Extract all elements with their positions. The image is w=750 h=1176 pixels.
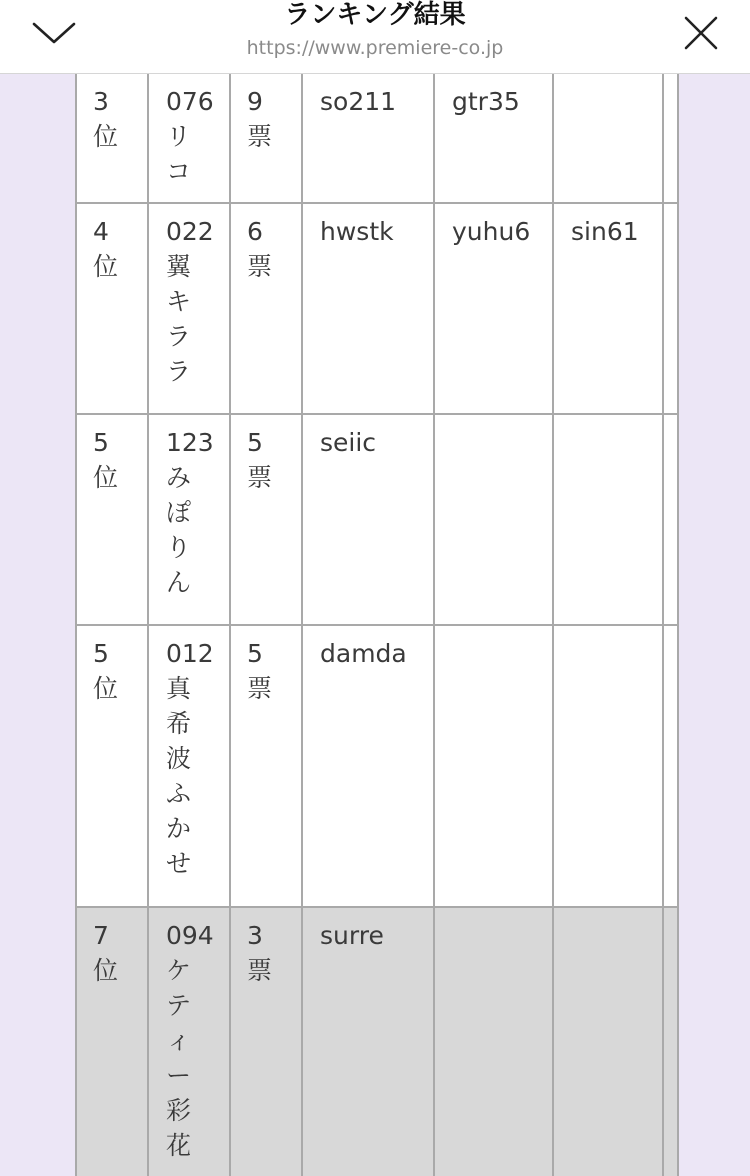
- rank-cell: 5 位: [76, 625, 148, 907]
- votes-cell: 5 票: [230, 414, 302, 625]
- entry-cell: 012 真 希 波 ふ か せ: [148, 625, 230, 907]
- table-row: [76, 625, 678, 907]
- voter-cell: gtr35: [434, 74, 553, 203]
- voter-cell: sin61: [553, 203, 663, 414]
- table-row-highlighted: [76, 907, 678, 1176]
- voter-cell: [553, 74, 663, 203]
- ranking-table: [75, 74, 679, 1176]
- rank-cell: 5 位: [76, 414, 148, 625]
- votes-cell: 3 票: [230, 907, 302, 1176]
- close-icon[interactable]: [678, 10, 724, 56]
- browser-header: [0, 0, 750, 74]
- voter-cell: [663, 203, 678, 414]
- voter-cell: damda: [302, 625, 434, 907]
- rank-cell: 3 位: [76, 74, 148, 203]
- page-title: ランキング結果: [284, 0, 466, 30]
- voter-cell: hwstk: [302, 203, 434, 414]
- rank-cell: 4 位: [76, 203, 148, 414]
- ranking-table-container: [75, 74, 677, 1176]
- voter-cell: [663, 907, 678, 1176]
- entry-cell: 094 ケ テ ィ ー 彩 花: [148, 907, 230, 1176]
- table-row: [76, 414, 678, 625]
- rank-cell: 7 位: [76, 907, 148, 1176]
- voter-cell: so211: [302, 74, 434, 203]
- voter-cell: [434, 414, 553, 625]
- page-url: https://www.premiere-co.jp: [246, 37, 504, 59]
- voter-cell: [663, 74, 678, 203]
- voter-cell: [553, 907, 663, 1176]
- page-content[interactable]: [0, 74, 750, 1176]
- voter-cell: [663, 414, 678, 625]
- entry-cell: 022 翼 キ ラ ラ: [148, 203, 230, 414]
- votes-cell: 6 票: [230, 203, 302, 414]
- votes-cell: 9 票: [230, 74, 302, 203]
- votes-cell: 5 票: [230, 625, 302, 907]
- table-row: [76, 74, 678, 203]
- entry-cell: 123 み ぽ り ん: [148, 414, 230, 625]
- voter-cell: surre: [302, 907, 434, 1176]
- voter-cell: [553, 414, 663, 625]
- voter-cell: [434, 625, 553, 907]
- voter-cell: seiic: [302, 414, 434, 625]
- voter-cell: [663, 625, 678, 907]
- entry-cell: 076 リ コ: [148, 74, 230, 203]
- voter-cell: yuhu6: [434, 203, 553, 414]
- voter-cell: [434, 907, 553, 1176]
- voter-cell: [553, 625, 663, 907]
- table-row: [76, 203, 678, 414]
